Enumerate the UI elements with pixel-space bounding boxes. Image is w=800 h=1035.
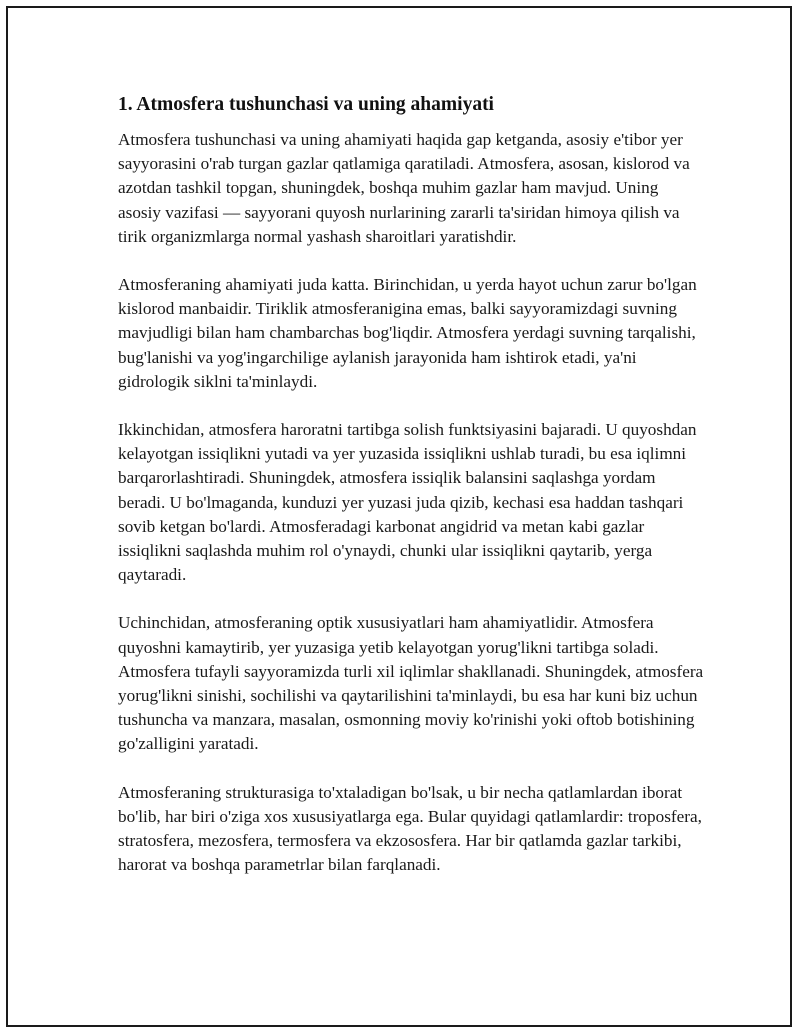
document-body	[118, 92, 704, 901]
paragraph-1: Atmosfera tushunchasi va uning ahamiyati haqida gap ketganda, asosiy e'tibor yer sayyorasini o'rab turgan gazlar qatlamiga qaratiladi. Atmosfera, asosan, kislorod va azotdan tashkil topgan, shuningdek, boshqa muhim gazlar ham mavjud. Uning asosiy vazifasi — sayyorani quyosh nurlarining zararli ta'siridan himoya qilish va tirik organizmlarga normal yashash sharoitlari yaratishdir.	[118, 130, 690, 246]
section-heading: 1. Atmosfera tushunchasi va uning ahamiyati	[118, 94, 494, 115]
paragraph-5: Atmosferaning strukturasiga to'xtaladigan bo'lsak, u bir necha qatlamlardan iborat bo'lib, har biri o'ziga xos xususiyatlarga ega. Bular quyidagi qatlamlardir: troposfera, stratosfera, mezosfera, termosfera va ekzososfera. Har bir qatlamda gazlar tarkibi, harorat va boshqa parametrlar bilan farqlanadi.	[118, 782, 702, 875]
paragraph-3: Ikkinchidan, atmosfera haroratni tartibga solish funktsiyasini bajaradi. U quyoshdan kelayotgan issiqlikni yutadi va yer yuzasida issiqlikni ushlab turadi, bu esa iqlimni barqarorlashtiradi. Shuningdek, atmosfera issiqlik balansini saqlashga yordam beradi. U bo'lmaganda, kunduzi yer yuzasi juda qizib, kechasi esa haddan tashqari sovib ketgan bo'lardi. Atmosferadagi karbonat angidrid va metan kabi gazlar issiqlikni saqlashda muhim rol o'ynaydi, chunki ular issiqlikni qaytarib, yerga qaytaradi.	[118, 420, 697, 585]
paragraph-2: Atmosferaning ahamiyati juda katta. Birinchidan, u yerda hayot uchun zarur bo'lgan kislorod manbaidir. Tiriklik atmosferanigina emas, balki sayyoramizdagi suvning mavjudligi bilan ham chambarchas bog'liqdir. Atmosfera yerdagi suvning tarqalishi, bug'lanishi va yog'ingarchilige aylanish jarayonida ham ishtirok etadi, ya'ni gidrologik siklni ta'minlaydi.	[118, 275, 697, 391]
paragraph-4: Uchinchidan, atmosferaning optik xususiyatlari ham ahamiyatlidir. Atmosfera quyoshni kamaytirib, yer yuzasiga yetib kelayotgan yorug'likni tartibga soladi. Atmosfera tufayli sayyoramizda turli xil iqlimlar shakllanadi. Shuningdek, atmosfera yorug'likni sinishi, sochilishi va qaytarilishini ta'minlaydi, bu esa har kuni biz uchun tushuncha va manzara, masalan, osmonning moviy ko'rinishi yoki oftob botishining go'zalligini yaratadi.	[118, 613, 704, 754]
